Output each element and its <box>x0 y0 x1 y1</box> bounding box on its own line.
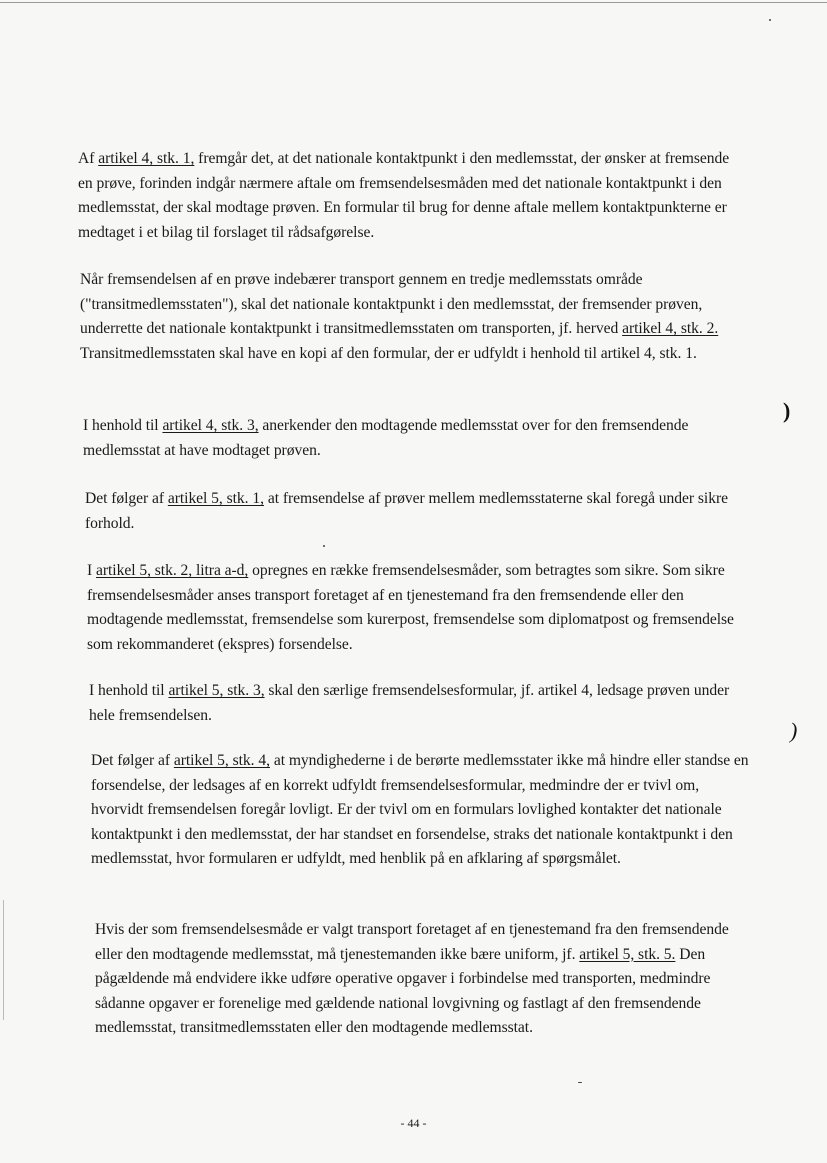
paragraph-4 <box>85 487 745 536</box>
paragraph-2 <box>80 268 740 366</box>
paragraph-text: Hvis der som fremsendelsesmåde er valgt transport foretaget af en tjenestemand fra den fremsendende eller den modtagende medlemsstat, må tjenestemanden ikke bære uniform, jf. <box>95 921 729 963</box>
paragraph-8 <box>95 918 755 1041</box>
paragraph-text: Transitmedlemsstaten skal have en kopi af den formular, der er udfyldt i henhold til artikel 4, stk. 1. <box>80 344 697 362</box>
article-reference: artikel 5, stk. 4, <box>173 752 270 769</box>
paragraph-text: I henhold til <box>89 682 169 699</box>
paragraph-text: Af <box>78 150 99 167</box>
paragraph-text: fremgår det, at det nationale kontaktpunkt i den medlemsstat, der ønsker at fremsende en prøve, forinden indgår nærmere aftale om fremsendelsesmåden med det nationale kontaktpunkt i den medlemsstat, der skal modtage prøven. En formular til brug for denne aftale mellem kontaktpunkterne er medtaget i et bilag til forslaget til rådsafgørelse. <box>78 150 730 241</box>
paragraph-text: skal den særlige fremsendelsesformular, jf. artikel 4, ledsage prøven under hele fremsendelsen. <box>89 682 730 724</box>
article-reference: artikel 4, stk. 1, <box>98 150 195 167</box>
article-reference: artikel 5, stk. 2, litra a-d, <box>96 562 249 579</box>
scan-speck <box>769 19 771 21</box>
paragraph-text: Det følger af <box>85 490 168 507</box>
article-reference: artikel 4, stk. 2. <box>622 320 719 337</box>
top-rule <box>0 2 827 3</box>
paragraph-text: Den pågældende må endvidere ikke udføre operative opgaver i forbindelse med transporten, medmindre sådanne opgaver er forenelige med gældende national lovgivning og fastlagt af den fremsendende medlemsstat, transitmedlemsstaten eller den modtagende medlemsstat. <box>95 945 711 1036</box>
paragraph-text: at fremsendelse af prøver mellem medlemsstaterne skal foregå under sikre forhold. <box>85 490 728 532</box>
paragraph-text: Det følger af <box>91 752 174 769</box>
paragraph-text: I henhold til <box>83 417 163 434</box>
paragraph-text: Når fremsendelsen af en prøve indebærer transport gennem en tredje medlemsstats område ("transitmedlemsstaten"), skal det nationale kontaktpunkt i den medlemsstat, der fremsender prøven, underrette det nationale kontaktpunkt i transitmedlemsstaten om transporten, jf. herved <box>80 271 703 337</box>
paragraph-text: anerkender den modtagende medlemsstat over for den fremsendende medlemsstat at have modtaget prøven. <box>83 417 689 459</box>
article-reference: artikel 4, stk. 3, <box>162 417 259 434</box>
article-reference: artikel 5, stk. 3, <box>168 682 265 699</box>
article-reference: artikel 5, stk. 5. <box>579 945 676 963</box>
paragraph-7 <box>91 749 751 872</box>
article-reference: artikel 5, stk. 1, <box>167 490 264 507</box>
scan-edge-mark <box>3 900 4 1020</box>
paragraph-text: at myndighederne i de berørte medlemsstater ikke må hindre eller standse en forsendelse, der ledsages af en korrekt udfyldt fremsendelsesformular, medmindre der er tvivl om, hvorvidt fremsendelsen foregår lovligt. Er der tvivl om en formulars lovlighed kontakter det nationale kontaktpunkt i den medlemsstat, der har standset en forsendelse, straks det nationale kontaktpunkt i den medlemsstat, hvor formularen er udfyldt, med henblik på en afklaring af spørgsmålet. <box>91 752 749 867</box>
margin-bracket-mark: ) <box>790 718 798 743</box>
paragraph-5 <box>87 559 747 657</box>
paragraph-3 <box>83 414 743 463</box>
scan-speck <box>578 1082 582 1083</box>
page-number: - 44 - <box>400 1116 427 1130</box>
paragraph-6 <box>89 679 749 728</box>
paragraph-text: opregnes en række fremsendelsesmåder, som betragtes som sikre. Som sikre fremsendelsesmåder anses transport foretaget af en tjenestemand fra den fremsendende eller den modtagende medlemsstat, fremsendelse som kurerpost, fremsendelse som diplomatpost og fremsendelse som rekommanderet (ekspres) forsendelse. <box>87 562 734 653</box>
scan-speck <box>323 545 325 547</box>
paragraph-1 <box>78 147 738 245</box>
margin-bracket-mark: ) <box>783 398 791 423</box>
paragraph-text: I <box>87 562 96 579</box>
